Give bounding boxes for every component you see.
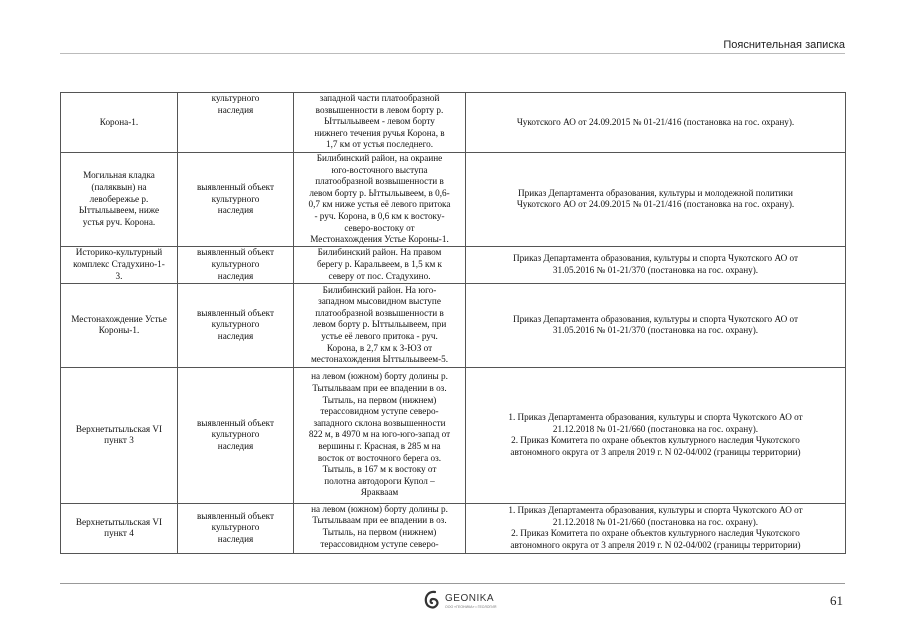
object-name-cell bbox=[61, 246, 178, 283]
table-row bbox=[61, 153, 846, 247]
cell-text-line: левобережье р. bbox=[89, 193, 149, 204]
cell-text-line: выявленный объект bbox=[196, 307, 275, 318]
protection-document-cell bbox=[466, 367, 846, 503]
cell-text-line: вершины г. Красная, в 285 м на bbox=[318, 441, 441, 452]
geonika-spiral-icon bbox=[423, 589, 441, 611]
cell-text-line: наследия bbox=[217, 534, 254, 545]
cell-text-line: устья руч. Корона. bbox=[82, 216, 156, 227]
cell-text-line: наследия bbox=[217, 441, 254, 452]
object-name-cell bbox=[61, 283, 178, 367]
object-category-cell bbox=[178, 153, 294, 247]
cell-text-line: 31.05.2016 № 01-21/370 (постановка на гос. охрану). bbox=[552, 264, 759, 275]
object-category-cell bbox=[178, 93, 294, 153]
heritage-objects-table bbox=[60, 92, 846, 554]
cell-text-line: Верхнетытыльская VI bbox=[75, 423, 163, 434]
cell-text-line: автономного округа от 3 апреля 2019 г. N 02-04/002 (границы территории) bbox=[510, 539, 801, 550]
object-category-cell bbox=[178, 367, 294, 503]
cell-text-line: восток от восточного берега оз. bbox=[317, 452, 442, 463]
table-row bbox=[61, 367, 846, 503]
cell-text-line: Чукотского АО от 24.09.2015 № 01-21/416 (постановка на гос. охрану). bbox=[516, 199, 795, 210]
object-location-cell bbox=[294, 367, 466, 503]
cell-text-line: 822 м, в 4970 м на юго-юго-запад от bbox=[308, 429, 451, 440]
cell-text-line: Тытыль, в 167 м к востоку от bbox=[322, 464, 437, 475]
cell-text-line: пункт 4 bbox=[104, 528, 134, 539]
cell-text-line: культурного bbox=[211, 258, 260, 269]
table-row bbox=[61, 283, 846, 367]
cell-text-line: Местонахождения Устье Короны-1. bbox=[310, 234, 449, 245]
cell-text-line: Чукотского АО от 24.09.2015 № 01-21/416 (постановка на гос. охрану). bbox=[516, 116, 795, 127]
protection-document-cell bbox=[466, 153, 846, 247]
protection-document-cell bbox=[466, 246, 846, 283]
object-name-cell bbox=[61, 93, 178, 153]
cell-text-line: культурного bbox=[211, 522, 260, 533]
cell-text-line: культурного bbox=[211, 319, 260, 330]
cell-text-line: - руч. Корона, в 0,6 км к востоку- bbox=[314, 210, 445, 221]
cell-text-line: левом борту р. Ыттыльывеем, в 0,6- bbox=[309, 187, 450, 198]
object-category-cell bbox=[178, 246, 294, 283]
cell-text-line: западной части платообразной bbox=[319, 93, 440, 103]
cell-text-line: 2. Приказ Комитета по охране объектов культурного наследия Чукотского bbox=[511, 435, 800, 446]
cell-text-line: Корона, в 2,7 км к З-ЮЗ от bbox=[326, 342, 433, 353]
protection-document-cell bbox=[466, 93, 846, 153]
object-location-cell bbox=[294, 246, 466, 283]
cell-text-line: западного склона возвышенности bbox=[313, 417, 446, 428]
cell-text-line: 1. Приказ Департамента образования, культуры и спорта Чукотского АО от bbox=[508, 412, 803, 423]
cell-text-line: левом борту р. Ыттыльывеем, при bbox=[312, 319, 447, 330]
object-name-cell bbox=[61, 503, 178, 553]
cell-text-line: платообразной возвышенности в bbox=[315, 307, 444, 318]
cell-text-line: комплекс Стадухино-1- bbox=[73, 258, 165, 269]
cell-text-line: берегу р. Каральвеем, в 1,5 км к bbox=[316, 258, 443, 269]
object-name-cell bbox=[61, 153, 178, 247]
cell-text-line: юго-восточного выступа bbox=[331, 164, 428, 175]
cell-text-line: Ыттыльывеем, ниже bbox=[78, 205, 160, 216]
cell-text-line: нижнего течения ручья Корона, в bbox=[314, 127, 445, 138]
cell-text-line: терассовидном уступе северо- bbox=[320, 406, 439, 417]
object-location-cell bbox=[294, 503, 466, 553]
object-name-cell bbox=[61, 367, 178, 503]
cell-text-line: наследия bbox=[217, 104, 254, 115]
object-category-cell bbox=[178, 283, 294, 367]
footer-divider bbox=[60, 583, 845, 584]
cell-text-line: Тытыль, на первом (нижнем) bbox=[322, 394, 437, 405]
table-row bbox=[61, 93, 846, 153]
cell-text-line: 3. bbox=[115, 270, 123, 281]
cell-text-line: Билибинский район. На юго- bbox=[322, 284, 437, 295]
cell-text-line: Приказ Департамента образования, культуры и молодежной политики bbox=[518, 187, 793, 198]
cell-text-line: выявленный объект bbox=[196, 247, 275, 258]
object-location-cell bbox=[294, 283, 466, 367]
protection-document-cell bbox=[466, 503, 846, 553]
document-header-title: Пояснительная записка bbox=[723, 39, 845, 51]
cell-text-line: 2. Приказ Комитета по охране объектов культурного наследия Чукотского bbox=[511, 528, 800, 539]
cell-text-line: выявленный объект bbox=[196, 417, 275, 428]
table-row bbox=[61, 503, 846, 553]
object-location-cell bbox=[294, 153, 466, 247]
logo-text: GEONIKA bbox=[445, 593, 495, 604]
cell-text-line: Билибинский район. На правом bbox=[317, 247, 442, 258]
cell-text-line: Короны-1. bbox=[98, 325, 140, 336]
cell-text-line: полотна автодороги Купол – bbox=[324, 475, 435, 486]
geonika-logo bbox=[423, 589, 497, 613]
protection-document-cell bbox=[466, 283, 846, 367]
cell-text-line: наследия bbox=[217, 205, 254, 216]
cell-text-line: наследия bbox=[217, 270, 254, 281]
cell-text-line: платообразной возвышенности в bbox=[315, 176, 444, 187]
cell-text-line: культурного bbox=[211, 93, 260, 103]
cell-text-line: наследия bbox=[217, 331, 254, 342]
cell-text-line: Могильная кладка bbox=[83, 170, 155, 181]
cell-text-line: устье её левого притока - руч. bbox=[321, 331, 438, 342]
cell-text-line: Тытыль, на первом (нижнем) bbox=[322, 526, 437, 537]
cell-text-line: автономного округа от 3 апреля 2019 г. N 02-04/002 (границы территории) bbox=[510, 446, 801, 457]
cell-text-line: 1. Приказ Департамента образования, культуры и спорта Чукотского АО от bbox=[508, 505, 803, 516]
header-divider bbox=[60, 53, 845, 54]
logo-tagline: ООО «ГЕОНИКА» • ГЕОЛОГИЯ bbox=[445, 605, 497, 609]
cell-text-line: терассовидном уступе северо- bbox=[320, 538, 439, 549]
cell-text-line: 21.12.2018 № 01-21/660 (постановка на гос. охрану). bbox=[552, 516, 759, 527]
cell-text-line: 31.05.2016 № 01-21/370 (постановка на гос. охрану). bbox=[552, 325, 759, 336]
cell-text-line: Ыттыльывеем - левом борту bbox=[324, 116, 435, 127]
cell-text-line: Тытыльваам при ее впадении в оз. bbox=[312, 383, 447, 394]
cell-text-line: 0,7 км ниже устья её левого притока bbox=[308, 199, 451, 210]
table-row bbox=[61, 246, 846, 283]
cell-text-line: Тытыльваам при ее впадении в оз. bbox=[312, 515, 447, 526]
page-number: 61 bbox=[830, 593, 843, 608]
cell-text-line: северо-востоку от bbox=[344, 222, 415, 233]
cell-text-line: 1,7 км от устья последнего. bbox=[326, 139, 433, 150]
cell-text-line: Приказ Департамента образования, культуры и спорта Чукотского АО от bbox=[512, 253, 799, 264]
cell-text-line: (паляквын) на bbox=[91, 181, 147, 192]
cell-text-line: Верхнетытыльская VI bbox=[75, 516, 163, 527]
cell-text-line: культурного bbox=[211, 193, 260, 204]
cell-text-line: выявленный объект bbox=[196, 510, 275, 521]
cell-text-line: Приказ Департамента образования, культуры и спорта Чукотского АО от bbox=[512, 313, 799, 324]
cell-text-line: западном мысовидном выступе bbox=[318, 296, 441, 307]
object-location-cell bbox=[294, 93, 466, 153]
cell-text-line: 21.12.2018 № 01-21/660 (постановка на гос. охрану). bbox=[552, 423, 759, 434]
cell-text-line: Корона-1. bbox=[99, 116, 139, 127]
object-category-cell bbox=[178, 503, 294, 553]
cell-text-line: Историко-культурный bbox=[75, 247, 163, 258]
cell-text-line: Билибинский район, на окраине bbox=[316, 153, 443, 163]
cell-text-line: на левом (южном) борту долины р. bbox=[311, 371, 448, 382]
cell-text-line: пункт 3 bbox=[104, 435, 134, 446]
cell-text-line: выявленный объект bbox=[196, 181, 275, 192]
cell-text-line: Яракваам bbox=[360, 487, 399, 498]
cell-text-line: на левом (южном) борту долины р. bbox=[311, 503, 448, 514]
cell-text-line: возвышенности в левом борту р. bbox=[315, 104, 444, 115]
cell-text-line: северу от пос. Стадухино. bbox=[328, 270, 431, 281]
cell-text-line: культурного bbox=[211, 429, 260, 440]
cell-text-line: местонахождения Ыттыльывеем-5. bbox=[310, 354, 449, 365]
cell-text-line: Местонахождение Устье bbox=[71, 313, 167, 324]
